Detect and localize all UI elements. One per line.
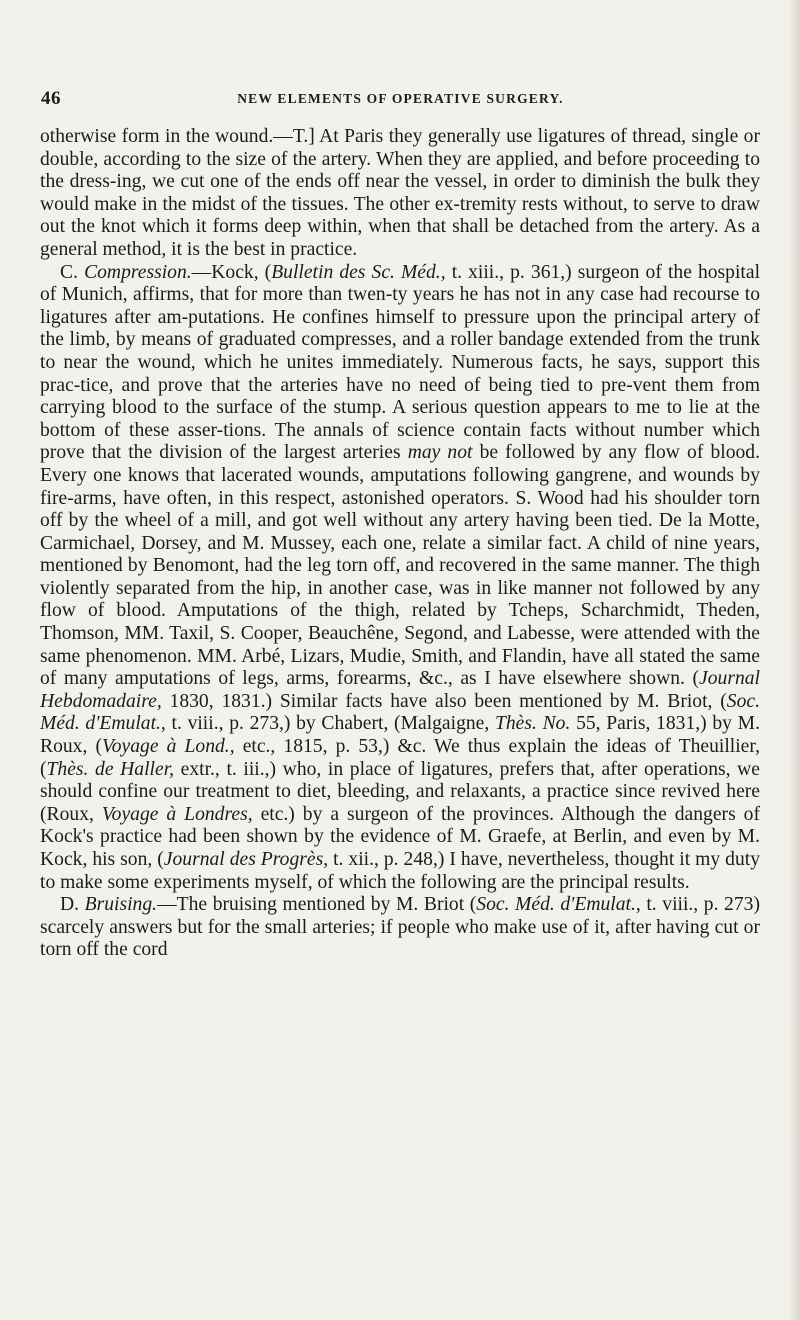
page-number: 46 (41, 88, 61, 109)
italic-text: may not (407, 442, 473, 464)
paragraph-p3 (40, 894, 760, 962)
italic-text: Soc. Méd. d'Emulat., (476, 894, 641, 916)
text-run: —The bruising mentioned by M. Briot ( (157, 894, 477, 916)
text-run: t. xiii., p. 361,) surgeon of the hospital of Munich, affirms, that for more than twen-ty years he has not in any case had recourse to ligatures after am-putations. He confines himself to pressure upon the principal artery of the limb, by means of graduated compresses, and a roller bandage extended from the trunk to near the wound, which he unites immediately. Numerous facts, he says, support this prac-tice, and prove that the arteries have no need of being tied to pre-vent them from carrying blood to the surface of the stump. A serious question appears to me to lie at the bottom of these asser-tions. The annals of science contain facts without number which prove that the division of the largest arteries (40, 261, 761, 464)
italic-text: Compression. (84, 261, 192, 283)
page-header (41, 88, 760, 112)
italic-text: Voyage à Lond., (101, 736, 235, 758)
paragraph-p1 (40, 126, 760, 262)
italic-text: Bulletin des Sc. Méd., (271, 261, 446, 283)
text-run: t. viii., p. 273) scarcely answers but for the small arteries; if people who make use of it, after having cut or torn off the cord (40, 894, 760, 961)
running-title: NEW ELEMENTS OF OPERATIVE SURGERY. (237, 91, 564, 106)
italic-text: Voyage à Londres, (101, 803, 253, 825)
paragraph-p2 (40, 262, 760, 895)
italic-text: Journal Hebdomadaire, (40, 668, 760, 712)
italic-text: Soc. Méd. d'Emulat., (40, 690, 760, 735)
text-run: D. (60, 894, 85, 916)
text-run: be followed by any flow of blood. Every one knows that lacerated wounds, amputations following gangrene, and wounds by fire-arms, have often, in this respect, astonished operators. S. Wood had his shoulder torn off by the wheel of a mill, and got well without any artery having been tied. De la Motte, Carmichael, Dorsey, and M. Mussey, each one, relate a similar fact. A child of nine years, mentioned by Benomont, had the leg torn off, and recovered in the same manner. The thigh violently separated from the hip, in another case, was in like manner not followed by any flow of blood. Amputations of the thigh, related by Tcheps, Scharchmidt, Theden, Thomson, MM. Taxil, S. Cooper, Beauchêne, Segond, and Labesse, were attended with the same phenomenon. MM. Arbé, Lizars, Mudie, Smith, and Flandin, have all stated the same of many amputations of legs, arms, forearms, &c., as I have elsewhere shown. ( (40, 442, 760, 690)
italic-text: Thès. de Haller, (46, 758, 175, 780)
body-text (40, 126, 760, 962)
text-run: C. (60, 261, 85, 283)
text-run: t. viii., p. 273,) by Chabert, (Malgaigne, (165, 713, 495, 735)
text-run: —Kock, ( (191, 261, 272, 283)
text-run: 55, Paris, 1831,) by M. Roux, ( (40, 713, 760, 758)
text-run: etc., 1815, p. 53,) &c. We thus explain the ideas of Theuillier, ( (40, 736, 761, 780)
text-run: otherwise form in the wound.—T.] At Paris they generally use ligatures of thread, single or double, according to the size of the artery. When they are applied, and before proceeding to the dress-ing, we cut one of the ends off near the vessel, in order to diminish the bulk they would make in the midst of the tissues. The other ex-tremity rests without, to serve to draw out the knot which it forms deep within, when that shall be detached from the artery. As a general method, it is the best in practice. (40, 126, 760, 260)
text-run: etc.) by a surgeon of the provinces. Although the dangers of Kock's practice had been shown by the evidence of M. Graefe, at Berlin, and even by M. Kock, his son, ( (40, 803, 760, 870)
italic-text: Thès. No. (494, 713, 571, 735)
italic-text: Bruising. (84, 894, 158, 916)
italic-text: Journal des Progrès, (163, 849, 329, 870)
text-run: extr., t. iii.,) who, in place of ligatures, prefers that, after operations, we should confine our treatment to diet, bleeding, and relaxants, a practice since revived here (Roux, (40, 758, 760, 825)
text-run: t. xii., p. 248,) I have, nevertheless, thought it my duty to make some experiments myself, of which the following are the principal results. (40, 849, 760, 893)
page-edge-shadow (788, 0, 800, 1320)
text-run: 1830, 1831.) Similar facts have also been mentioned by M. Briot, ( (161, 690, 727, 712)
